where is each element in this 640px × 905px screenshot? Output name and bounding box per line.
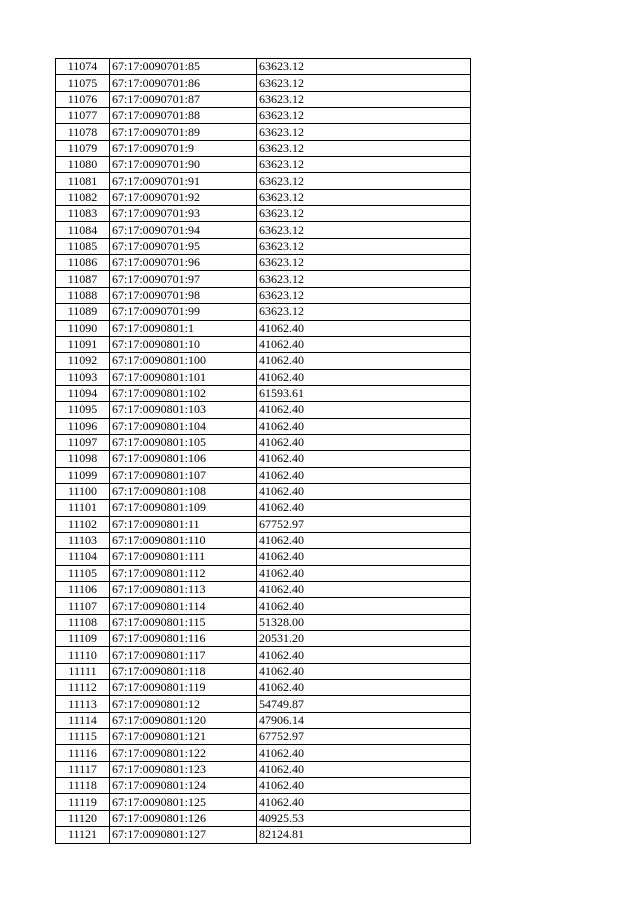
- table-row: [56, 794, 471, 810]
- cadastral-number-cell: 67:17:0090801:101: [110, 369, 257, 385]
- cadastral-number-cell: 67:17:0090701:97: [110, 271, 257, 287]
- value-cell: 63623.12: [257, 173, 471, 189]
- row-number-cell: 11107: [56, 598, 110, 614]
- row-number-cell: 11094: [56, 385, 110, 401]
- table-row: [56, 778, 471, 794]
- row-number-cell: 11120: [56, 810, 110, 826]
- cadastral-number-cell: 67:17:0090801:1: [110, 320, 257, 336]
- table-row: [56, 712, 471, 728]
- table-row: [56, 238, 471, 254]
- row-number-cell: 11104: [56, 549, 110, 565]
- cadastral-number-cell: 67:17:0090801:123: [110, 761, 257, 777]
- table-row: [56, 320, 471, 336]
- value-cell: 63623.12: [257, 59, 471, 75]
- table-row: [56, 483, 471, 499]
- row-number-cell: 11091: [56, 336, 110, 352]
- row-number-cell: 11118: [56, 778, 110, 794]
- table-row: [56, 124, 471, 140]
- value-cell: 41062.40: [257, 369, 471, 385]
- value-cell: 41062.40: [257, 598, 471, 614]
- data-table: [55, 58, 471, 844]
- cadastral-number-cell: 67:17:0090701:93: [110, 206, 257, 222]
- table-row: [56, 385, 471, 401]
- table-row: [56, 451, 471, 467]
- table-row: [56, 647, 471, 663]
- cadastral-number-cell: 67:17:0090801:110: [110, 532, 257, 548]
- table-row: [56, 680, 471, 696]
- cadastral-number-cell: 67:17:0090801:10: [110, 336, 257, 352]
- table-body: [56, 59, 471, 844]
- row-number-cell: 11113: [56, 696, 110, 712]
- table-row: [56, 157, 471, 173]
- value-cell: 41062.40: [257, 761, 471, 777]
- value-cell: 41062.40: [257, 336, 471, 352]
- row-number-cell: 11085: [56, 238, 110, 254]
- cadastral-number-cell: 67:17:0090701:98: [110, 287, 257, 303]
- row-number-cell: 11105: [56, 565, 110, 581]
- table-row: [56, 549, 471, 565]
- value-cell: 63623.12: [257, 222, 471, 238]
- cadastral-number-cell: 67:17:0090801:112: [110, 565, 257, 581]
- cadastral-number-cell: 67:17:0090701:90: [110, 157, 257, 173]
- cadastral-number-cell: 67:17:0090801:116: [110, 631, 257, 647]
- cadastral-number-cell: 67:17:0090701:89: [110, 124, 257, 140]
- value-cell: 41062.40: [257, 745, 471, 761]
- cadastral-number-cell: 67:17:0090801:109: [110, 500, 257, 516]
- cadastral-number-cell: 67:17:0090801:125: [110, 794, 257, 810]
- cadastral-number-cell: 67:17:0090801:114: [110, 598, 257, 614]
- table-row: [56, 434, 471, 450]
- value-cell: 63623.12: [257, 304, 471, 320]
- value-cell: 41062.40: [257, 353, 471, 369]
- row-number-cell: 11106: [56, 582, 110, 598]
- table-row: [56, 631, 471, 647]
- row-number-cell: 11109: [56, 631, 110, 647]
- table-row: [56, 189, 471, 205]
- value-cell: 41062.40: [257, 467, 471, 483]
- table-row: [56, 75, 471, 91]
- row-number-cell: 11081: [56, 173, 110, 189]
- table-row: [56, 565, 471, 581]
- row-number-cell: 11098: [56, 451, 110, 467]
- value-cell: 41062.40: [257, 402, 471, 418]
- cadastral-number-cell: 67:17:0090801:122: [110, 745, 257, 761]
- cadastral-number-cell: 67:17:0090801:11: [110, 516, 257, 532]
- cadastral-number-cell: 67:17:0090701:87: [110, 91, 257, 107]
- row-number-cell: 11093: [56, 369, 110, 385]
- value-cell: 63623.12: [257, 140, 471, 156]
- cadastral-number-cell: 67:17:0090801:127: [110, 827, 257, 843]
- row-number-cell: 11096: [56, 418, 110, 434]
- value-cell: 61593.61: [257, 385, 471, 401]
- cadastral-number-cell: 67:17:0090801:120: [110, 712, 257, 728]
- table-row: [56, 418, 471, 434]
- value-cell: 63623.12: [257, 206, 471, 222]
- value-cell: 40925.53: [257, 810, 471, 826]
- cadastral-number-cell: 67:17:0090701:92: [110, 189, 257, 205]
- value-cell: 63623.12: [257, 287, 471, 303]
- value-cell: 41062.40: [257, 418, 471, 434]
- row-number-cell: 11119: [56, 794, 110, 810]
- row-number-cell: 11084: [56, 222, 110, 238]
- cadastral-number-cell: 67:17:0090801:118: [110, 663, 257, 679]
- row-number-cell: 11102: [56, 516, 110, 532]
- row-number-cell: 11077: [56, 108, 110, 124]
- value-cell: 63623.12: [257, 238, 471, 254]
- table-row: [56, 140, 471, 156]
- value-cell: 63623.12: [257, 91, 471, 107]
- value-cell: 63623.12: [257, 108, 471, 124]
- row-number-cell: 11088: [56, 287, 110, 303]
- table-row: [56, 663, 471, 679]
- cadastral-number-cell: 67:17:0090701:94: [110, 222, 257, 238]
- value-cell: 51328.00: [257, 614, 471, 630]
- value-cell: 67752.97: [257, 516, 471, 532]
- row-number-cell: 11089: [56, 304, 110, 320]
- row-number-cell: 11108: [56, 614, 110, 630]
- table-row: [56, 516, 471, 532]
- table-row: [56, 287, 471, 303]
- table-row: [56, 353, 471, 369]
- table-row: [56, 696, 471, 712]
- row-number-cell: 11090: [56, 320, 110, 336]
- value-cell: 54749.87: [257, 696, 471, 712]
- row-number-cell: 11110: [56, 647, 110, 663]
- row-number-cell: 11099: [56, 467, 110, 483]
- cadastral-number-cell: 67:17:0090801:103: [110, 402, 257, 418]
- row-number-cell: 11101: [56, 500, 110, 516]
- table-row: [56, 173, 471, 189]
- cadastral-number-cell: 67:17:0090801:105: [110, 434, 257, 450]
- table-row: [56, 745, 471, 761]
- cadastral-number-cell: 67:17:0090701:88: [110, 108, 257, 124]
- table-row: [56, 206, 471, 222]
- cadastral-number-cell: 67:17:0090801:113: [110, 582, 257, 598]
- table-row: [56, 500, 471, 516]
- row-number-cell: 11117: [56, 761, 110, 777]
- value-cell: 63623.12: [257, 157, 471, 173]
- row-number-cell: 11114: [56, 712, 110, 728]
- cadastral-number-cell: 67:17:0090701:96: [110, 255, 257, 271]
- document-page: [55, 58, 471, 844]
- value-cell: 41062.40: [257, 532, 471, 548]
- cadastral-number-cell: 67:17:0090701:9: [110, 140, 257, 156]
- row-number-cell: 11079: [56, 140, 110, 156]
- value-cell: 41062.40: [257, 663, 471, 679]
- value-cell: 41062.40: [257, 647, 471, 663]
- row-number-cell: 11115: [56, 729, 110, 745]
- value-cell: 41062.40: [257, 451, 471, 467]
- row-number-cell: 11075: [56, 75, 110, 91]
- table-row: [56, 532, 471, 548]
- cadastral-number-cell: 67:17:0090801:12: [110, 696, 257, 712]
- table-row: [56, 336, 471, 352]
- table-row: [56, 402, 471, 418]
- cadastral-number-cell: 67:17:0090801:107: [110, 467, 257, 483]
- cadastral-number-cell: 67:17:0090801:126: [110, 810, 257, 826]
- table-row: [56, 222, 471, 238]
- value-cell: 20531.20: [257, 631, 471, 647]
- row-number-cell: 11087: [56, 271, 110, 287]
- table-row: [56, 108, 471, 124]
- value-cell: 63623.12: [257, 189, 471, 205]
- cadastral-number-cell: 67:17:0090801:111: [110, 549, 257, 565]
- value-cell: 41062.40: [257, 794, 471, 810]
- cadastral-number-cell: 67:17:0090701:95: [110, 238, 257, 254]
- value-cell: 63623.12: [257, 75, 471, 91]
- cadastral-number-cell: 67:17:0090701:91: [110, 173, 257, 189]
- table-row: [56, 598, 471, 614]
- value-cell: 82124.81: [257, 827, 471, 843]
- value-cell: 47906.14: [257, 712, 471, 728]
- cadastral-number-cell: 67:17:0090801:100: [110, 353, 257, 369]
- cadastral-number-cell: 67:17:0090801:106: [110, 451, 257, 467]
- row-number-cell: 11074: [56, 59, 110, 75]
- cadastral-number-cell: 67:17:0090701:99: [110, 304, 257, 320]
- table-row: [56, 614, 471, 630]
- value-cell: 41062.40: [257, 500, 471, 516]
- table-row: [56, 467, 471, 483]
- row-number-cell: 11116: [56, 745, 110, 761]
- row-number-cell: 11086: [56, 255, 110, 271]
- value-cell: 63623.12: [257, 271, 471, 287]
- value-cell: 41062.40: [257, 483, 471, 499]
- value-cell: 41062.40: [257, 434, 471, 450]
- value-cell: 63623.12: [257, 255, 471, 271]
- table-row: [56, 369, 471, 385]
- table-row: [56, 255, 471, 271]
- cadastral-number-cell: 67:17:0090801:108: [110, 483, 257, 499]
- row-number-cell: 11103: [56, 532, 110, 548]
- value-cell: 41062.40: [257, 320, 471, 336]
- table-row: [56, 729, 471, 745]
- row-number-cell: 11080: [56, 157, 110, 173]
- value-cell: 41062.40: [257, 582, 471, 598]
- cadastral-number-cell: 67:17:0090801:115: [110, 614, 257, 630]
- row-number-cell: 11092: [56, 353, 110, 369]
- row-number-cell: 11097: [56, 434, 110, 450]
- cadastral-number-cell: 67:17:0090801:124: [110, 778, 257, 794]
- row-number-cell: 11082: [56, 189, 110, 205]
- row-number-cell: 11121: [56, 827, 110, 843]
- cadastral-number-cell: 67:17:0090801:117: [110, 647, 257, 663]
- value-cell: 41062.40: [257, 565, 471, 581]
- cadastral-number-cell: 67:17:0090701:86: [110, 75, 257, 91]
- row-number-cell: 11095: [56, 402, 110, 418]
- cadastral-number-cell: 67:17:0090801:104: [110, 418, 257, 434]
- table-row: [56, 582, 471, 598]
- table-row: [56, 271, 471, 287]
- value-cell: 67752.97: [257, 729, 471, 745]
- table-row: [56, 304, 471, 320]
- value-cell: 41062.40: [257, 778, 471, 794]
- cadastral-number-cell: 67:17:0090801:119: [110, 680, 257, 696]
- value-cell: 41062.40: [257, 680, 471, 696]
- row-number-cell: 11078: [56, 124, 110, 140]
- row-number-cell: 11112: [56, 680, 110, 696]
- value-cell: 63623.12: [257, 124, 471, 140]
- row-number-cell: 11083: [56, 206, 110, 222]
- table-row: [56, 91, 471, 107]
- table-row: [56, 59, 471, 75]
- cadastral-number-cell: 67:17:0090801:121: [110, 729, 257, 745]
- table-row: [56, 827, 471, 843]
- cadastral-number-cell: 67:17:0090701:85: [110, 59, 257, 75]
- cadastral-number-cell: 67:17:0090801:102: [110, 385, 257, 401]
- table-row: [56, 761, 471, 777]
- row-number-cell: 11111: [56, 663, 110, 679]
- value-cell: 41062.40: [257, 549, 471, 565]
- row-number-cell: 11100: [56, 483, 110, 499]
- table-row: [56, 810, 471, 826]
- row-number-cell: 11076: [56, 91, 110, 107]
